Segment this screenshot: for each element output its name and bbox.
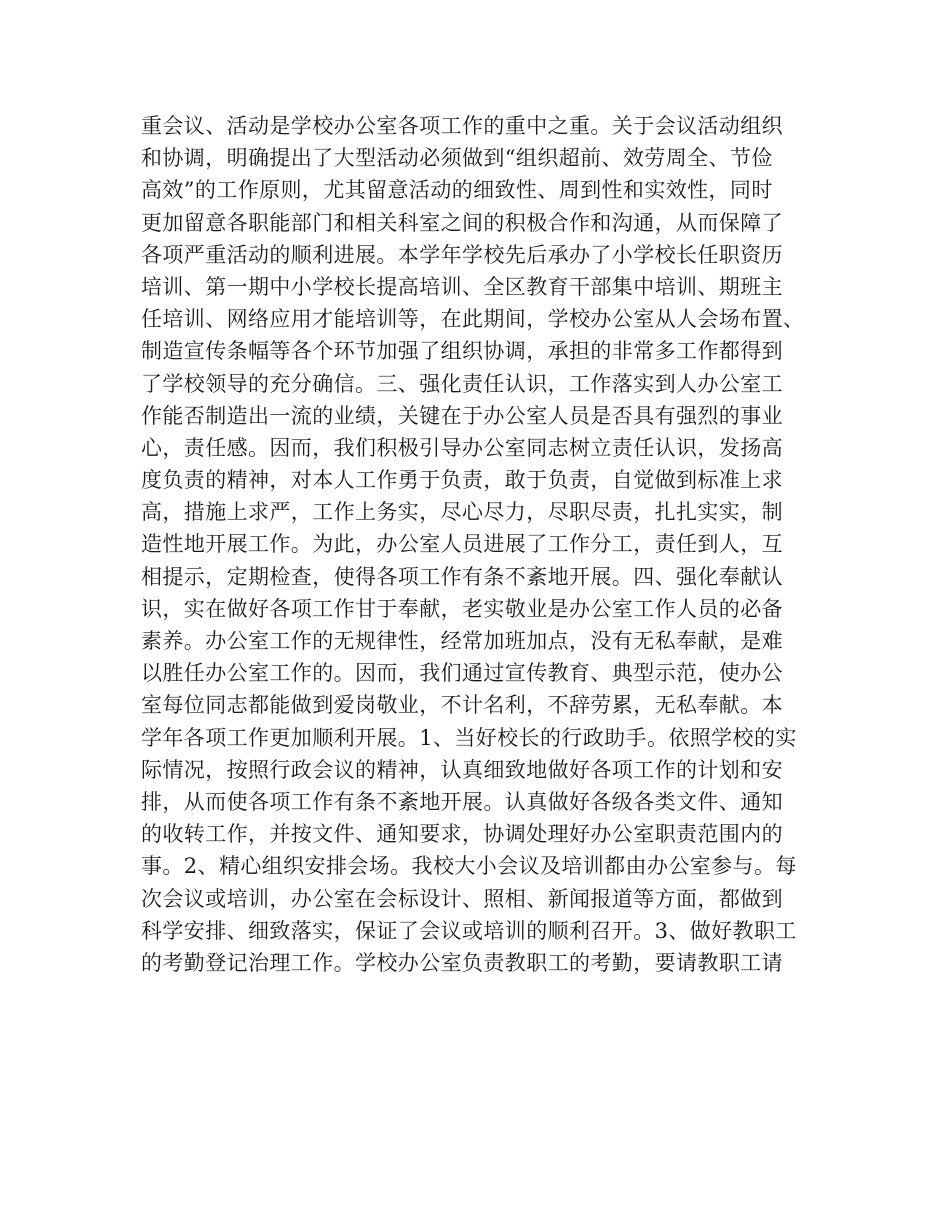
text-line: 相提示，定期检查，使得各项工作有条不紊地开展。四、强化奉献认 (141, 564, 783, 589)
text-line: 高效”的工作原则，尤其留意活动的细致性、周到性和实效性，同时 (141, 178, 773, 203)
text-line: 学年各项工作更加顺利开展。1、当好校长的行政助手。依照学校的实 (141, 725, 797, 750)
text-line: 重会议、活动是学校办公室各项工作的重中之重。关于会议活动组织 (141, 114, 783, 138)
text-line: 了学校领导的充分确信。三、强化责任认识，工作落实到人办公室工 (141, 371, 783, 396)
text-line: 各项严重活动的顺利进展。本学年学校先后承办了小学校长任职资历 (141, 242, 783, 267)
text-line: 更加留意各职能部门和相关科室之间的积极合作和沟通，从而保障了 (141, 210, 783, 235)
text-line: 和协调，明确提出了大型活动必须做到“组织超前、效劳周全、节俭 (141, 146, 773, 171)
text-line: 事。2、精心组织安排会场。我校大小会议及培训都由办公室参与。每 (141, 854, 797, 879)
text-line: 度负责的精神，对本人工作勇于负责，敢于负责，自觉做到标准上求 (141, 468, 783, 493)
text-line: 任培训、网络应用才能培训等，在此期间，学校办公室从人会场布置、 (141, 307, 805, 332)
text-line: 培训、第一期中小学校长提高培训、全区教育干部集中培训、期班主 (141, 274, 783, 299)
text-line: 心，责任感。因而，我们积极引导办公室同志树立责任认识，发扬高 (141, 435, 783, 460)
text-line: 识，实在做好各项工作甘于奉献，老实敬业是办公室工作人员的必备 (141, 596, 783, 621)
text-line: 素养。办公室工作的无规律性，经常加班加点，没有无私奉献，是难 (141, 629, 783, 653)
text-line: 的收转工作，并按文件、通知要求，协调处理好办公室职责范围内的 (141, 822, 783, 847)
text-line: 次会议或培训，办公室在会标设计、照相、新闻报道等方面，都做到 (141, 886, 783, 911)
text-line: 制造宣传条幅等各个环节加强了组织协调，承担的非常多工作都得到 (141, 339, 783, 364)
text-line: 科学安排、细致落实，保证了会议或培训的顺利召开。3、做好教职工 (141, 918, 797, 943)
text-line: 的考勤登记治理工作。学校办公室负责教职工的考勤，要请教职工请 (141, 950, 783, 975)
text-line: 排，从而使各项工作有条不紊地开展。认真做好各级各类文件、通知 (141, 789, 783, 814)
body-text (141, 110, 821, 979)
text-line: 高，措施上求严，工作上务实，尽心尽力，尽职尽责，扎扎实实，制 (141, 500, 783, 525)
text-line: 作能否制造出一流的业绩，关键在于办公室人员是否具有强烈的事业 (141, 403, 783, 428)
text-line: 以胜任办公室工作的。因而，我们通过宣传教育、典型示范，使办公 (141, 661, 783, 686)
text-line: 造性地开展工作。为此，办公室人员进展了工作分工，责任到人，互 (141, 532, 783, 557)
text-line: 室每位同志都能做到爱岗敬业，不计名利，不辞劳累，无私奉献。本 (141, 693, 783, 718)
text-line: 际情况，按照行政会议的精神，认真细致地做好各项工作的计划和安 (141, 757, 783, 782)
